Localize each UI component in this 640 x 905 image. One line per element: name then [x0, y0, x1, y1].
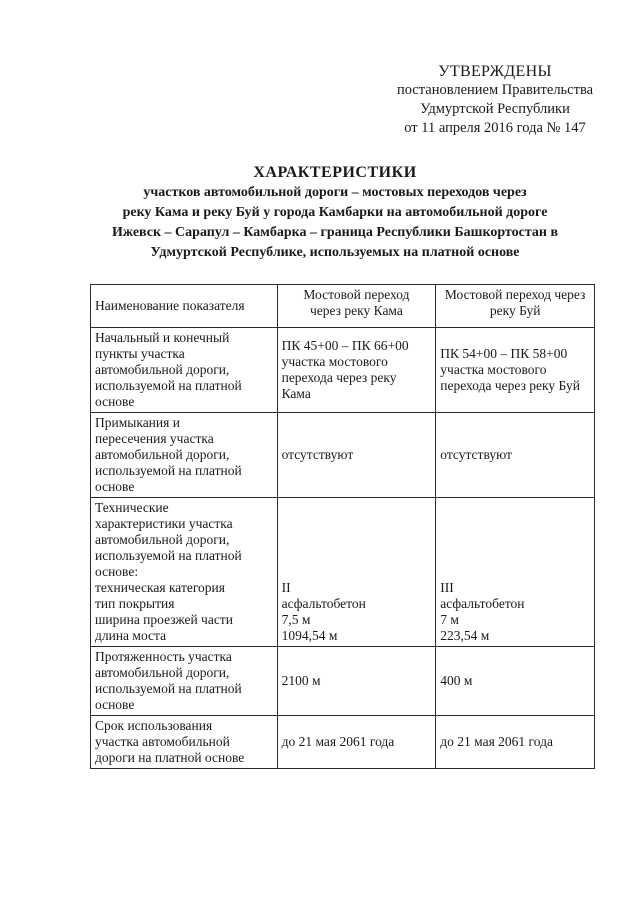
table-header-row	[91, 285, 595, 328]
row-term-buy: до 21 мая 2061 года	[436, 716, 595, 769]
row-endpoints-buy: ПК 54+00 – ПК 58+00 участка мостового перехода через реку Буй	[436, 328, 595, 413]
table-row	[91, 647, 595, 716]
row-junctions-kama: отсутствуют	[277, 413, 436, 498]
header-buy-bridge: Мостовой переход через реку Буй	[436, 285, 595, 328]
approval-line-2: Удмуртской Республики	[420, 101, 570, 117]
document-title-block	[80, 162, 590, 263]
row-technical-indicator: Технические характеристики участка автомобильной дороги, используемой на платной основе: техническая категория тип покрытия ширина проезжей части длина моста	[91, 498, 278, 647]
row-length-kama: 2100 м	[277, 647, 436, 716]
approval-heading: УТВЕРЖДЕНЫ	[438, 63, 552, 80]
document-subtitle-line-1: участков автомобильной дороги – мостовых переходов через	[143, 185, 527, 200]
header-indicator: Наименование показателя	[91, 285, 278, 328]
row-length-buy: 400 м	[436, 647, 595, 716]
row-endpoints-kama: ПК 45+00 – ПК 66+00 участка мостового перехода через реку Кама	[277, 328, 436, 413]
table-row	[91, 498, 595, 647]
table-row	[91, 716, 595, 769]
row-technical-buy: III асфальтобетон 7 м 223,54 м	[436, 498, 595, 647]
row-term-kama: до 21 мая 2061 года	[277, 716, 436, 769]
table-row	[91, 413, 595, 498]
approval-stamp	[390, 62, 600, 138]
document-subtitle-line-4: Удмуртской Республике, используемых на платной основе	[150, 245, 520, 260]
document-subtitle-line-3: Ижевск – Сарапул – Камбарка – граница Республики Башкортостан в	[111, 225, 559, 240]
header-kama-bridge: Мостовой переход через реку Кама	[277, 285, 436, 328]
row-junctions-indicator: Примыкания и пересечения участка автомобильной дороги, используемой на платной основе	[91, 413, 278, 498]
row-length-indicator: Протяженность участка автомобильной дороги, используемой на платной основе	[91, 647, 278, 716]
row-endpoints-indicator: Начальный и конечный пункты участка автомобильной дороги, используемой на платной основе	[91, 328, 278, 413]
row-technical-kama: II асфальтобетон 7,5 м 1094,54 м	[277, 498, 436, 647]
table-row	[91, 328, 595, 413]
approval-line-1: постановлением Правительства	[396, 82, 594, 98]
document-title: ХАРАКТЕРИСТИКИ	[253, 164, 417, 181]
document-subtitle-line-2: реку Кама и реку Буй у города Камбарки на автомобильной дороге	[122, 205, 548, 220]
approval-line-3: от 11 апреля 2016 года № 147	[404, 120, 586, 136]
characteristics-table	[90, 284, 595, 769]
row-term-indicator: Срок использования участка автомобильной дороги на платной основе	[91, 716, 278, 769]
row-junctions-buy: отсутствуют	[436, 413, 595, 498]
